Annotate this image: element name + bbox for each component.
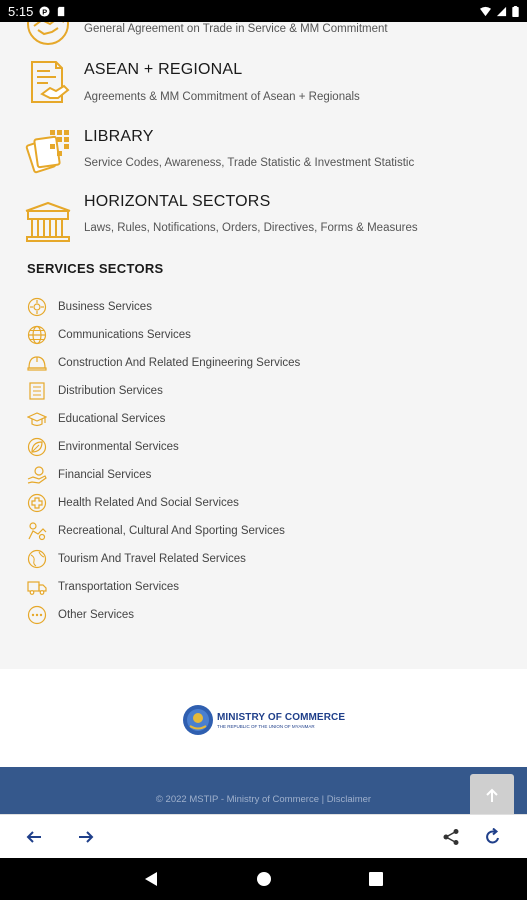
system-navigation-bar [0,858,527,900]
services-sectors-heading: SERVICES SECTORS [27,261,164,276]
svg-text:P: P [42,6,48,16]
service-item-environmental[interactable] [27,436,447,458]
forward-button[interactable] [74,825,98,849]
ministry-logo-area [0,669,527,767]
globe-icon [27,325,47,345]
category-title: ASEAN + REGIONAL [84,61,243,78]
logo-main-text: MINISTRY OF COMMERCE [217,711,346,723]
service-label: Recreational, Cultural And Sporting Services [58,525,285,537]
ellipsis-icon [27,605,47,625]
arrow-left-icon [25,828,43,846]
handshake-icon [24,22,72,48]
service-item-business[interactable] [27,296,447,318]
category-asean-regional[interactable] [0,56,527,116]
browser-toolbar [0,814,527,858]
wifi-icon [480,6,491,17]
arrow-right-icon [77,828,95,846]
nav-recents-button[interactable] [366,869,386,889]
refresh-icon [484,828,502,846]
graduation-cap-icon [27,409,47,429]
service-item-financial[interactable] [27,464,447,486]
service-item-transportation[interactable] [27,576,447,598]
service-label: Business Services [58,301,152,313]
status-bar [0,0,527,22]
footer-copyright[interactable]: © 2022 MSTIP - Ministry of Commerce | Disclaimer [155,794,372,805]
service-item-distribution[interactable] [27,380,447,402]
library-cards-icon [24,126,72,174]
service-item-construction[interactable] [27,352,447,374]
main-content [0,22,527,669]
helmet-icon [27,353,47,373]
category-description: Service Codes, Awareness, Trade Statistic & Investment Statistic [84,157,415,169]
battery-icon [512,6,519,17]
agreement-document-icon [24,58,72,106]
service-item-other[interactable] [27,604,447,626]
category-description: General Agreement on Trade in Service & MM Commitment [84,23,388,35]
health-icon [27,493,47,513]
app-notification-icon [39,6,50,17]
category-library[interactable] [0,122,527,182]
service-label: Financial Services [58,469,152,481]
service-item-recreational[interactable] [27,520,447,542]
service-item-health[interactable] [27,492,447,514]
service-item-communications[interactable] [27,324,447,346]
share-button[interactable] [439,825,463,849]
category-horizontal-sectors[interactable] [0,187,527,247]
service-label: Health Related And Social Services [58,497,239,509]
truck-icon [27,577,47,597]
status-time: 5:15 [8,3,34,19]
back-button[interactable] [22,825,46,849]
building-icon [24,197,72,245]
nav-back-button[interactable] [141,869,161,889]
square-recents-icon [369,872,383,886]
category-description: Agreements & MM Commitment of Asean + Regionals [84,91,360,103]
share-icon [442,828,460,846]
service-label: Other Services [58,609,135,621]
category-title: LIBRARY [84,128,154,145]
footer [0,767,527,814]
money-hand-icon [27,465,47,485]
triangle-back-icon [144,871,158,887]
service-label: Educational Services [58,413,166,425]
sports-icon [27,521,47,541]
service-label: Communications Services [58,329,191,341]
category-description: Laws, Rules, Notifications, Orders, Directives, Forms & Measures [84,222,418,234]
nav-home-button[interactable] [254,869,274,889]
service-label: Transportation Services [58,581,180,593]
service-label: Environmental Services [58,441,179,453]
scroll-to-top-button[interactable] [470,774,514,818]
ministry-seal-icon [182,704,214,736]
service-label: Tourism And Travel Related Services [58,553,246,565]
sd-card-icon [56,6,67,17]
category-title: HORIZONTAL SECTORS [84,193,271,210]
refresh-button[interactable] [481,825,505,849]
arrow-up-icon [484,788,500,804]
service-label: Construction And Related Engineering Services [58,357,301,369]
service-label: Distribution Services [58,385,163,397]
distribution-icon [27,381,47,401]
gear-icon [27,297,47,317]
leaf-icon [27,437,47,457]
travel-globe-icon [27,549,47,569]
service-item-tourism[interactable] [27,548,447,570]
circle-home-icon [256,871,272,887]
signal-icon [496,6,507,17]
logo-sub-text: THE REPUBLIC OF THE UNION OF MYANMAR [217,723,315,729]
service-item-educational[interactable] [27,408,447,430]
ministry-logo[interactable] [182,704,345,736]
